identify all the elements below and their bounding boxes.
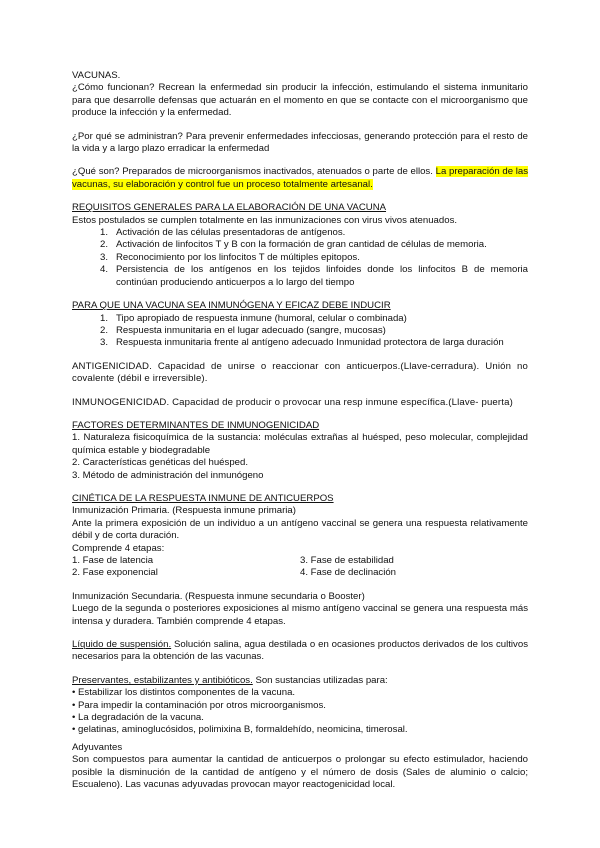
list-number: 3. bbox=[99, 337, 108, 349]
paragraph-inmunogenicidad: INMUNOGENICIDAD. Capacidad de producir o provocar una resp inmune específica.(Llave- puerta) bbox=[72, 396, 513, 408]
requisitos-intro: Estos postulados se cumplen totalmente en las inmunizaciones con virus vivos atenuados. bbox=[72, 214, 458, 226]
heading-requisitos: REQUISITOS GENERALES PARA LA ELABORACIÓN DE UNA VACUNA bbox=[72, 202, 387, 214]
adyuvantes-title: Adyuvantes bbox=[72, 741, 123, 753]
list-text: Activación de las células presentadoras de antígenos. bbox=[116, 227, 346, 239]
factores-item-1: 1. Naturaleza fisicoquímica de la sustancia: moléculas extrañas al huésped, peso molecular, complejidad química estable y biodegradable bbox=[72, 432, 528, 456]
paragraph-que-son bbox=[72, 166, 528, 191]
etapas-intro: Comprende 4 etapas: bbox=[72, 542, 165, 554]
list-item bbox=[72, 325, 528, 337]
factores-item-2: 2. Características genéticas del huésped. bbox=[72, 457, 248, 469]
list-number: 2. bbox=[99, 239, 108, 251]
bullet-item: • Para impedir la contaminación por otros microorganismos. bbox=[72, 699, 326, 711]
list-text: Respuesta inmunitaria frente al antígeno adecuado Inmunidad protectora de larga duración bbox=[116, 337, 504, 349]
list-text: Tipo apropiado de respuesta inmune (humoral, celular o combinada) bbox=[116, 312, 407, 324]
secundaria-text: Luego de la segunda o posteriores exposiciones al mismo antígeno vaccinal se genera una respuesta más intensa y duradera. También comprende 4 etapas. bbox=[72, 603, 528, 627]
list-text: Persistencia de los antígenos en los tejidos linfoides donde los linfocitos B de memoria continúan produciendo anticuerpos a lo largo del tiempo bbox=[116, 264, 528, 288]
etapas-row bbox=[72, 555, 528, 567]
heading-cinetica: CINÉTICA DE LA RESPUESTA INMUNE DE ANTICUERPOS bbox=[72, 492, 334, 504]
list-number: 4. bbox=[99, 264, 108, 276]
paragraph-preservantes bbox=[72, 675, 528, 687]
document-title: VACUNAS. bbox=[72, 70, 121, 81]
list-number: 1. bbox=[99, 312, 108, 324]
list-item bbox=[72, 239, 528, 251]
list-number: 1. bbox=[99, 227, 108, 239]
list-text: Reconocimiento por los linfocitos T de múltiples epitopos. bbox=[116, 251, 360, 263]
bullet-item: • Estabilizar los distintos componentes de la vacuna. bbox=[72, 687, 296, 699]
que-son-text: ¿Qué son? Preparados de microorganismos inactivados, atenuados o parte de ellos. bbox=[72, 166, 433, 178]
heading-inmunogena: PARA QUE UNA VACUNA SEA INMUNÓGENA Y EFICAZ DEBE INDUCIR bbox=[72, 300, 391, 312]
paragraph-por-que: ¿Por qué se administran? Para prevenir enfermedades infecciosas, generando protección para el resto de la vida y a largo plazo erradicar la enfermedad bbox=[72, 130, 528, 155]
requisitos-list bbox=[72, 227, 528, 289]
bullet-item: • La degradación de la vacuna. bbox=[72, 712, 204, 724]
etapa-item: 4. Fase de declinación bbox=[300, 567, 396, 579]
list-number: 2. bbox=[99, 324, 108, 336]
etapa-item: 1. Fase de latencia bbox=[72, 555, 154, 566]
primaria-text: Ante la primera exposición de un individuo a un antígeno vaccinal se genera una respuesta relativamente débil y de corta duración. bbox=[72, 517, 528, 542]
etapa-item: 3. Fase de estabilidad bbox=[300, 555, 394, 566]
adyuvantes-text: Son compuestos para aumentar la cantidad de anticuerpos o prolongar su efecto estimulador, haciendo posible la disminución de la cantidad de antígeno y el número de dosis (Sales de aluminio o calcio; Escualeno). Las vacunas adyuvadas provocan mayor reactogenicidad local. bbox=[72, 754, 528, 791]
document-page bbox=[72, 70, 528, 792]
list-item bbox=[72, 313, 528, 325]
list-item bbox=[72, 337, 528, 349]
paragraph-liquido bbox=[72, 639, 528, 664]
preservantes-label: Preservantes, estabilizantes y antibióticos. bbox=[72, 674, 253, 686]
list-item bbox=[72, 227, 528, 239]
inmunogena-list bbox=[72, 313, 528, 350]
list-item bbox=[72, 264, 528, 289]
liquido-label: Líquido de suspensión. bbox=[72, 639, 172, 651]
bullet-item: • gelatinas, aminoglucósidos, polimixina B, formaldehído, neomicina, timerosal. bbox=[72, 724, 408, 736]
primaria-title: Inmunización Primaria. (Respuesta inmune primaria) bbox=[72, 505, 296, 517]
paragraph-antigenicidad: ANTIGENICIDAD. Capacidad de unirse o reaccionar con anticuerpos.(Llave-cerradura). Unión no covalente (débil e irreversible). bbox=[72, 360, 528, 385]
list-text: Respuesta inmunitaria en el lugar adecuado (sangre, mucosas) bbox=[116, 324, 386, 336]
etapas-row bbox=[72, 567, 528, 579]
highlighted-text: La preparación de las vacunas, su elaboración y control fue un proceso totalmente artesanal. bbox=[72, 166, 528, 190]
secundaria-title: Inmunización Secundaria. (Respuesta inmune secundaria o Booster) bbox=[72, 590, 365, 602]
preservantes-text: Son sustancias utilizadas para: bbox=[252, 674, 388, 686]
factores-item-3: 3. Método de administración del inmunógeno bbox=[72, 469, 264, 481]
etapa-item: 2. Fase exponencial bbox=[72, 567, 158, 579]
list-text: Activación de linfocitos T y B con la formación de gran cantidad de células de memoria. bbox=[116, 239, 487, 251]
list-item bbox=[72, 252, 528, 264]
list-number: 3. bbox=[99, 251, 108, 263]
heading-factores: FACTORES DETERMINANTES DE INMUNOGENICIDAD bbox=[72, 419, 320, 431]
liquido-text: Solución salina, agua destilada o en ocasiones productos derivados de los cultivos necesarios para la obtención de las vacunas. bbox=[72, 639, 528, 663]
paragraph-como-funcionan: ¿Cómo funcionan? Recrean la enfermedad sin producir la infección, estimulando el sistema inmunitario para que desarrolle defensas que actuarán en el momento en que se contacte con el microorganismo que produce la infección y la enfermedad. bbox=[72, 82, 528, 119]
